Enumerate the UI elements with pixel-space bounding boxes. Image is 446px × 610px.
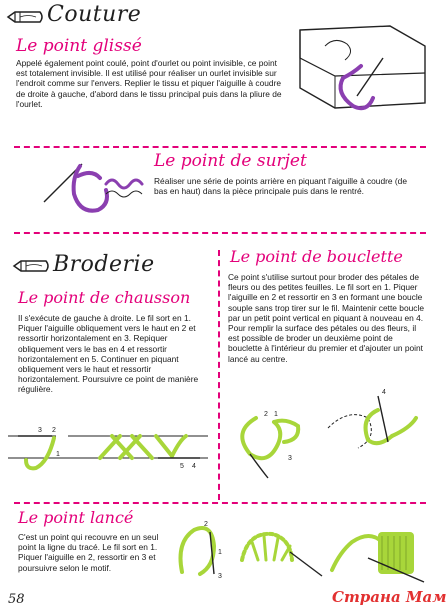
point-lance-title: Le point lancé bbox=[18, 508, 134, 527]
column-divider bbox=[218, 250, 220, 500]
point-chausson-text: Il s'exécute de gauche à droite. Le fil sort en 1. Piquer l'aiguille obliquement vers le haut en 2 et ressortir horizontalement en 3. Repiquer obliquement vers le bas en 4 et ressortir horizontalement en 5. Continuer en piquant obliquement vers le haut et ressortir horizontalement. Poursuivre ce point de manière régulière. bbox=[18, 313, 199, 395]
section-heading-couture: Couture bbox=[47, 2, 142, 27]
divider bbox=[14, 232, 426, 234]
point-bouclette-title: Le point de bouclette bbox=[230, 247, 403, 266]
watermark-text: Страна Мам bbox=[332, 588, 446, 606]
point-glisse-text: Appelé également point coulé, point d'ourlet ou point invisible, ce point est totalement invisible. Il est utilisé pour réaliser un ourlet invisible sur l'endroit comme sur l'envers. Replier le tissu et piquer l'aiguille à coudre de droite à gauche, d'abord dans le tissu principal puis dans la pliure de l'ourlet. bbox=[16, 58, 282, 109]
page-number: 58 bbox=[8, 592, 25, 607]
label-4: 4 bbox=[192, 463, 196, 470]
point-chausson-illustration bbox=[8, 420, 208, 482]
point-surjet-illustration bbox=[42, 154, 152, 222]
divider bbox=[14, 146, 426, 148]
label-2: 2 bbox=[204, 521, 208, 528]
label-1: 1 bbox=[56, 451, 60, 458]
section-heading-broderie: Broderie bbox=[53, 252, 155, 277]
label-5: 5 bbox=[180, 463, 184, 470]
point-lance-illustration bbox=[172, 512, 430, 592]
label-4: 4 bbox=[382, 389, 386, 396]
label-1: 1 bbox=[218, 549, 222, 556]
point-surjet-text: Réaliser une série de points arrière en piquant l'aiguille à coudre (de bas en haut) dans la pièce principale puis dans le rentré. bbox=[154, 176, 408, 197]
pencil-icon bbox=[12, 258, 52, 274]
point-surjet-title: Le point de surjet bbox=[154, 151, 307, 171]
label-2: 2 bbox=[264, 411, 268, 418]
point-bouclette-text: Ce point s'utilise surtout pour broder des pétales de fleurs ou des petites feuilles. Le fil sort en 1. Piquer l'aiguille en 2 et ressortir en 3 en formant une boucle souple sans trop tirer sur le fil. Maintenir cette boucle par un petit point vertical en piquant à nouveau en 4. Pour remplir la surface des pétales ou des fleurs, il est possible de broder un deuxième point de bouclette à l'intérieur du premier et d'ajouter un point lancé au centre. bbox=[228, 272, 424, 364]
label-2: 2 bbox=[52, 427, 56, 434]
point-bouclette-illustration bbox=[228, 388, 428, 483]
point-chausson-title: Le point de chausson bbox=[18, 288, 191, 307]
point-glisse-title: Le point glissé bbox=[16, 36, 142, 56]
label-3: 3 bbox=[38, 427, 42, 434]
point-glisse-illustration bbox=[295, 18, 430, 128]
point-lance-text: C'est un point qui recouvre en un seul point la ligne du tracé. Le fil sort en 1. Piquer l'aiguille en 2, ressortir en 3 et poursuivre selon le motif. bbox=[18, 532, 159, 573]
label-3: 3 bbox=[218, 573, 222, 580]
label-3: 3 bbox=[288, 455, 292, 462]
divider bbox=[14, 502, 426, 504]
pencil-icon bbox=[6, 9, 46, 25]
label-1: 1 bbox=[274, 411, 278, 418]
